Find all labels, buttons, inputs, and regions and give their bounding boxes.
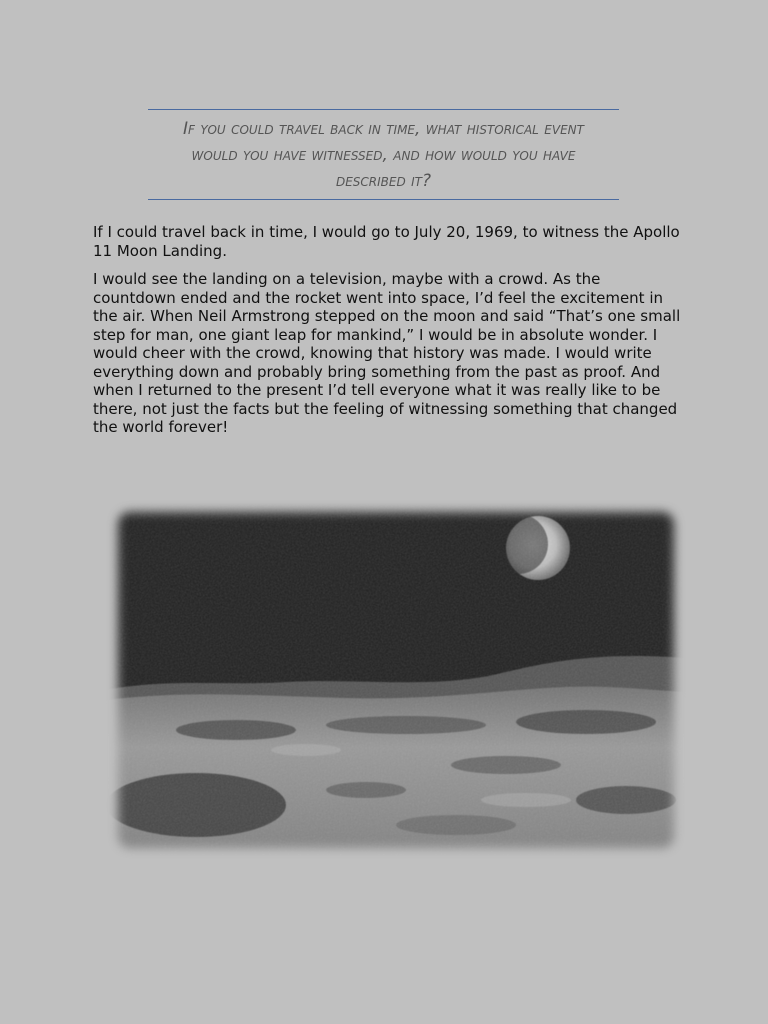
intro-paragraph: If I could travel back in time, I would go to July 20, 1969, to witness the Apollo 11 Moon Landing. bbox=[93, 223, 680, 260]
question-heading: If you could travel back in time, what historical event would you have witnessed, and how would you have described it? bbox=[183, 118, 584, 191]
description-paragraph: I would see the landing on a television, maybe with a crowd. As the countdown ended and the rocket went into space, I’d feel the excitement in the air. When Neil Armstrong stepped on the moon and said “That’s one small step for man, one giant leap for mankind,” I would be in absolute wonder. I would cheer with the crowd, knowing that history was made. I would write everything down and probably bring something from the past as proof. And when I returned to the present I’d tell everyone what it was really like to be there, not just the facts but the feeling of witnessing something that changed the world forever! bbox=[93, 270, 681, 436]
question-heading-block bbox=[148, 109, 619, 200]
moon-landscape-image bbox=[106, 500, 686, 860]
